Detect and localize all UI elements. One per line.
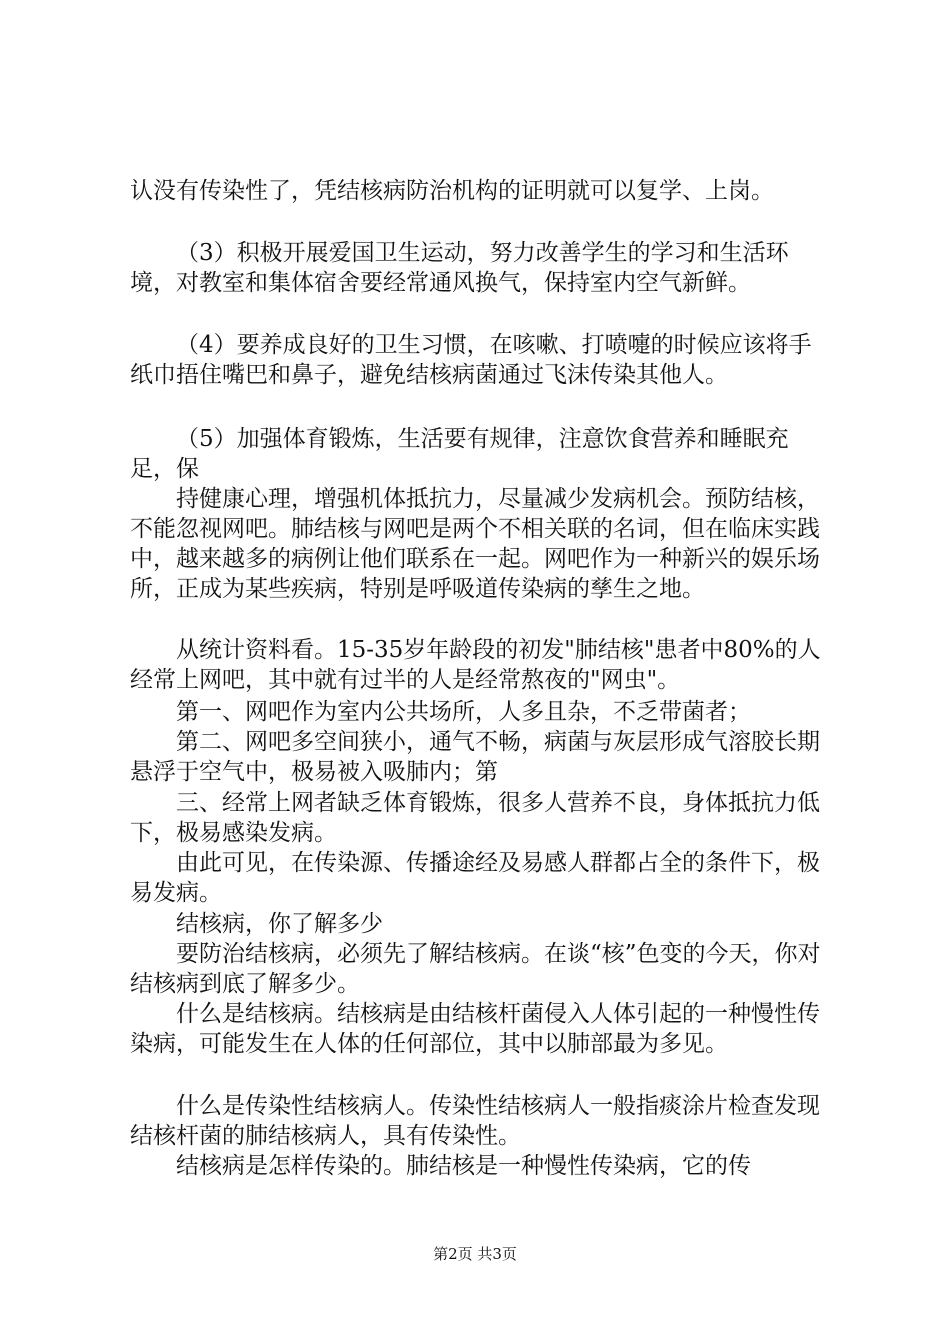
paragraph-12: 什么是结核病。结核病是由结核杆菌侵入人体引起的一种慢性传染病，可能发生在人体的任何部位，其中以肺部最为多见。 [130,1001,820,1057]
paragraph-10: 由此可见，在传染源、传播途经及易感人群都占全的条件下，极易发病。 [130,850,820,906]
paragraph-13: 什么是传染性结核病人。传染性结核病人一般指痰涂片检查发现结核杆菌的肺结核病人，具有传染性。 [130,1093,820,1149]
paragraph-2: （3）积极开展爱国卫生运动，努力改善学生的学习和生活环境，对教室和集体宿舍要经常通风换气，保持室内空气新鲜。 [130,240,789,296]
paragraph-5: 持健康心理，增强机体抵抗力，尽量减少发病机会。预防结核，不能忽视网吧。肺结核与网吧是两个不相关联的名词，但在临床实践中，越来越多的病例让他们联系在一起。网吧作为一种新兴的娱乐场所，正成为某些疾病，特别是呼吸道传染病的孳生之地。 [130,486,820,602]
paragraph-14: 结核病是怎样传染的。肺结核是一种慢性传染病，它的传 [176,1153,751,1179]
paragraph-7: 第一、网吧作为室内公共场所，人多且杂，不乏带菌者； [176,699,751,725]
paragraph-4: （5）加强体育锻炼，生活要有规律，注意饮食营养和睡眠充足，保 [130,426,789,482]
paragraph-11: 要防治结核病，必须先了解结核病。在谈“核”色变的今天，你对结核病到底了解多少。 [130,941,821,997]
section-heading: 结核病，你了解多少 [176,911,383,937]
paragraph-3: （4）要养成良好的卫生习惯，在咳嗽、打喷嚏的时候应该将手纸巾捂住嘴巴和鼻子，避免结核病菌通过飞沫传染其他人。 [130,332,812,388]
paragraph-6: 从统计资料看。15-35岁年龄段的初发"肺结核"患者中80%的人经常上网吧，其中就有过半的人是经常熬夜的"网虫"。 [130,637,821,693]
page-number-footer: 第2页 共3页 [433,1245,517,1263]
paragraph-1: 认没有传染性了，凭结核病防治机构的证明就可以复学、上岗。 [130,178,774,204]
paragraph-8: 第二、网吧多空间狭小，通气不畅，病菌与灰层形成气溶胶长期悬浮于空气中，极易被入吸肺内；第 [130,729,820,785]
paragraph-9: 三、经常上网者缺乏体育锻炼，很多人营养不良，身体抵抗力低下，极易感染发病。 [130,790,820,846]
